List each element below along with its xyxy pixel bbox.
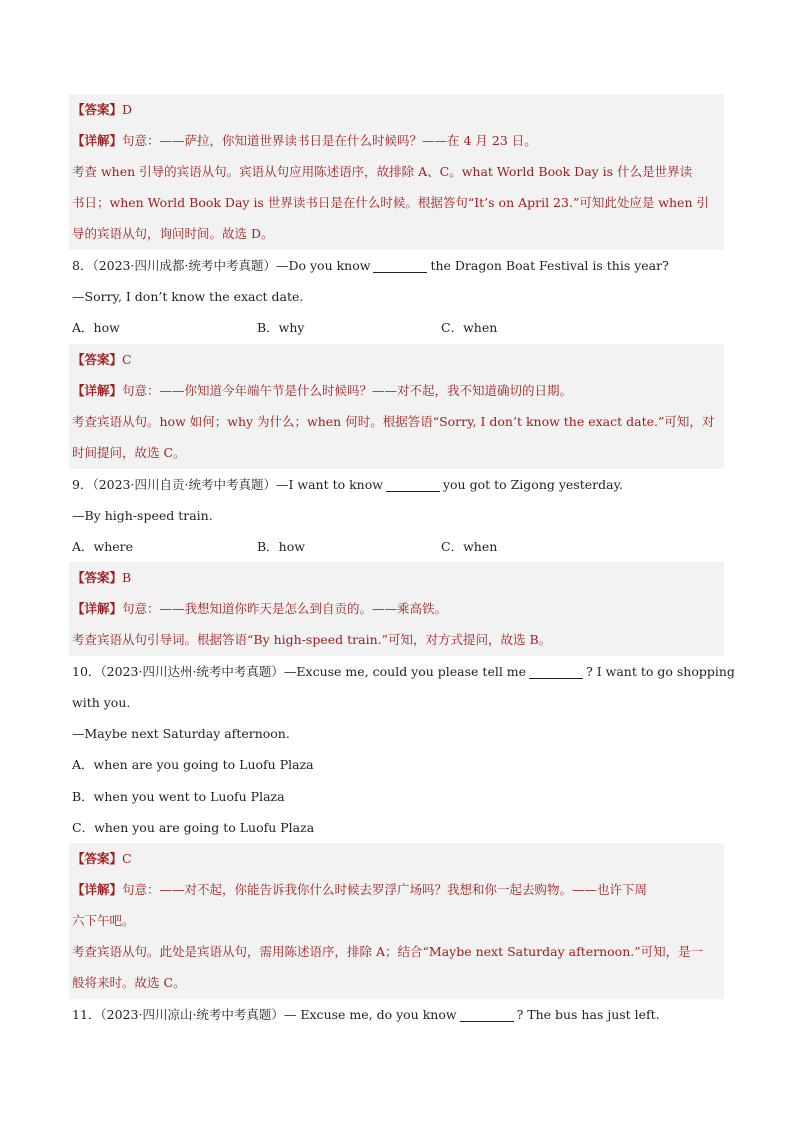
question-10-stem bbox=[72, 656, 735, 687]
option-a[interactable]: A．how bbox=[72, 320, 120, 335]
question-8-reply: —Sorry, I don’t know the exact date. bbox=[72, 289, 304, 304]
detail-8-line2: 考查宾语从句。how 如何；why 为什么；when 何时。根据答语“Sorry, I don’t know the exact date.”可知，对 bbox=[72, 414, 715, 429]
answer-value: B bbox=[122, 570, 132, 585]
option-c[interactable]: C．when bbox=[441, 539, 498, 554]
detail-9-line1 bbox=[72, 593, 722, 624]
answer-value: D bbox=[122, 102, 133, 117]
detail-7-line1 bbox=[72, 125, 722, 156]
answer-blank bbox=[386, 477, 440, 492]
question-9-stem bbox=[72, 469, 722, 500]
answer-label: 【答案】 bbox=[72, 570, 123, 585]
option-b[interactable]: B．how bbox=[257, 539, 305, 554]
detail-label: 【详解】 bbox=[72, 882, 123, 897]
detail-text: 句意：——你知道今年端午节是什么时候吗？——对不起，我不知道确切的日期。 bbox=[122, 383, 573, 398]
question-9-options bbox=[72, 531, 722, 562]
detail-label: 【详解】 bbox=[72, 383, 123, 398]
option-a[interactable]: A．where bbox=[72, 539, 134, 554]
detail-7-line4: 导的宾语从句，询问时间。故选 D。 bbox=[72, 226, 274, 241]
option-c[interactable]: C．when bbox=[441, 320, 498, 335]
answer-blank bbox=[460, 1007, 514, 1022]
detail-7-line2: 考查 when 引导的宾语从句。宾语从句应用陈述语序，故排除 A、C。what World Book Day is 什么是世界读 bbox=[72, 164, 693, 179]
stem-after: ? The bus has just left. bbox=[516, 1007, 660, 1022]
stem-before: 8．（2023·四川成都·统考中考真题）—Do you know bbox=[72, 258, 371, 273]
stem-before: 9．（2023·四川自贡·统考中考真题）—I want to know bbox=[72, 477, 383, 492]
answer-label: 【答案】 bbox=[72, 352, 123, 367]
question-10-option-b[interactable]: B．when you went to Luofu Plaza bbox=[72, 789, 285, 804]
question-9-reply: —By high-speed train. bbox=[72, 508, 213, 523]
detail-9-line2: 考查宾语从句引导词。根据答语“By high-speed train.”可知，对方式提问，故选 B。 bbox=[72, 632, 552, 647]
detail-8-line1 bbox=[72, 375, 722, 406]
detail-10-line4: 般将来时。故选 C。 bbox=[72, 975, 186, 990]
stem-before: 11．（2023·四川凉山·统考中考真题）— Excuse me, do you know bbox=[72, 1007, 457, 1022]
answer-value: C bbox=[122, 851, 132, 866]
answer-value: C bbox=[122, 352, 132, 367]
stem-after: you got to Zigong yesterday. bbox=[442, 477, 623, 492]
stem-after: the Dragon Boat Festival is this year? bbox=[430, 258, 669, 273]
question-10-option-c[interactable]: C．when you are going to Luofu Plaza bbox=[72, 820, 315, 835]
answer-8-line bbox=[72, 344, 722, 375]
question-8-options bbox=[72, 312, 722, 343]
detail-10-line1 bbox=[72, 874, 722, 905]
detail-text: 句意：——对不起，你能告诉我你什么时候去罗浮广场吗？我想和你一起去购物。——也许下周 bbox=[122, 882, 648, 897]
question-10-stem-line2: with you. bbox=[72, 695, 131, 710]
answer-10-line bbox=[72, 843, 722, 874]
stem-after: ? I want to go shopping bbox=[586, 664, 735, 679]
stem-before: 10．（2023·四川达州·统考中考真题）—Excuse me, could you please tell me bbox=[72, 664, 527, 679]
option-b[interactable]: B．why bbox=[257, 320, 305, 335]
detail-10-line2: 六下午吧。 bbox=[72, 913, 135, 928]
question-8-stem bbox=[72, 250, 722, 281]
detail-8-line3: 时间提问，故选 C。 bbox=[72, 445, 186, 460]
detail-text: 句意：——萨拉，你知道世界读书日是在什么时候吗？——在 4 月 23 日。 bbox=[122, 133, 537, 148]
detail-10-line3: 考查宾语从句。此处是宾语从句，需用陈述语序，排除 A；结合“Maybe next Saturday afternoon.”可知，是一 bbox=[72, 944, 704, 959]
detail-label: 【详解】 bbox=[72, 601, 123, 616]
answer-label: 【答案】 bbox=[72, 851, 123, 866]
answer-blank bbox=[529, 664, 583, 679]
detail-7-line3: 书日；when World Book Day is 世界读书日是在什么时候。根据答句“It’s on April 23.”可知此处应是 when 引 bbox=[72, 195, 709, 210]
question-10-option-a[interactable]: A．when are you going to Luofu Plaza bbox=[72, 757, 314, 772]
answer-label: 【答案】 bbox=[72, 102, 123, 117]
answer-blank bbox=[373, 258, 427, 273]
question-11-stem bbox=[72, 999, 722, 1030]
detail-text: 句意：——我想知道你昨天是怎么到自贡的。——乘高铁。 bbox=[122, 601, 448, 616]
detail-label: 【详解】 bbox=[72, 133, 123, 148]
answer-9-line bbox=[72, 562, 722, 593]
question-10-reply: —Maybe next Saturday afternoon. bbox=[72, 726, 290, 741]
answer-7-line bbox=[72, 94, 722, 125]
